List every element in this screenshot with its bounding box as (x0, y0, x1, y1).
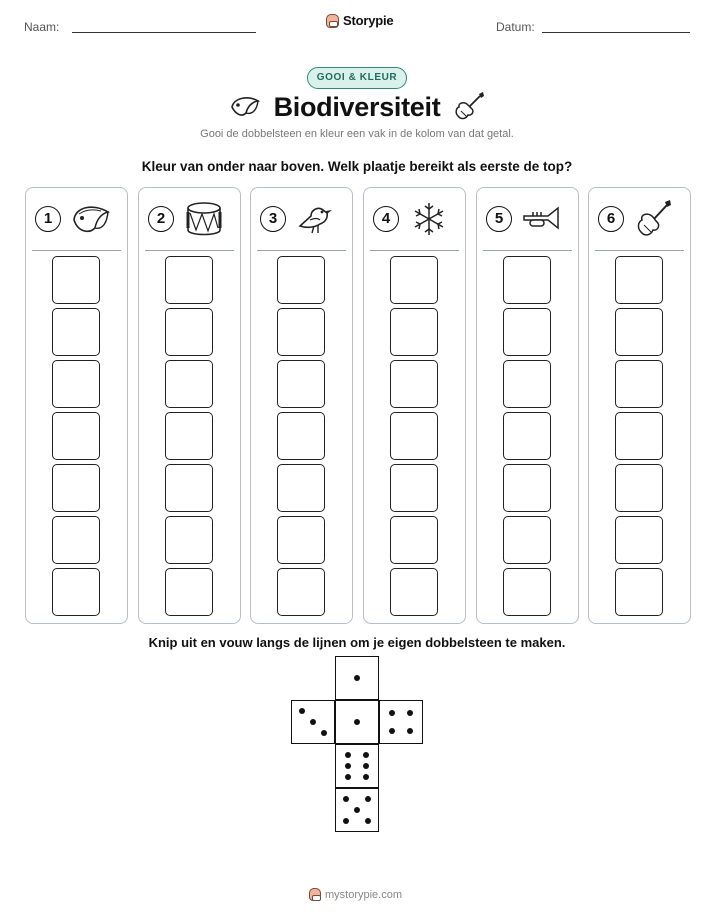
color-box[interactable] (390, 516, 438, 564)
column-number: 3 (260, 206, 286, 232)
pip (407, 710, 413, 716)
violin-icon (452, 90, 486, 124)
page-title: Biodiversiteit (273, 92, 441, 122)
color-box[interactable] (615, 464, 663, 512)
trumpet-icon (522, 200, 562, 238)
instruction: Kleur van onder naar boven. Welk plaatje bereikt als eerste de top? (141, 159, 573, 174)
dice-face-one[interactable] (335, 700, 379, 744)
color-box[interactable] (390, 412, 438, 460)
snowflake-icon (409, 200, 449, 238)
color-box[interactable] (165, 308, 213, 356)
color-box[interactable] (165, 412, 213, 460)
column-number: 2 (148, 206, 174, 232)
pip (363, 774, 369, 780)
color-box[interactable] (277, 516, 325, 564)
column-divider (145, 250, 234, 251)
storypie-mascot-icon (326, 14, 339, 28)
color-box[interactable] (165, 360, 213, 408)
pip (345, 752, 351, 758)
cut-instruction: Knip uit en vouw langs de lijnen om je eigen dobbelsteen te maken. (148, 635, 566, 650)
dice-face-six[interactable] (335, 744, 379, 788)
pip (365, 818, 371, 824)
color-box[interactable] (503, 256, 551, 304)
column-divider (483, 250, 572, 251)
activity-badge: GOOI & KLEUR (307, 67, 407, 89)
color-box[interactable] (52, 516, 100, 564)
color-box[interactable] (390, 256, 438, 304)
column-number: 6 (598, 206, 624, 232)
column-divider (595, 250, 684, 251)
pip (321, 730, 327, 736)
color-box[interactable] (165, 256, 213, 304)
color-box[interactable] (503, 360, 551, 408)
color-box[interactable] (165, 516, 213, 564)
brand-logo (326, 13, 393, 28)
toucan-beak-icon (228, 93, 262, 121)
color-box[interactable] (277, 256, 325, 304)
pip (343, 796, 349, 802)
pip (354, 719, 360, 725)
name-label: Naam: (24, 20, 60, 34)
drum-icon (184, 200, 224, 238)
column-2 (138, 187, 241, 624)
color-box[interactable] (615, 360, 663, 408)
color-box[interactable] (52, 308, 100, 356)
color-box[interactable] (503, 516, 551, 564)
color-box[interactable] (277, 308, 325, 356)
color-box[interactable] (277, 412, 325, 460)
column-6 (588, 187, 691, 624)
footer-url[interactable]: mystorypie.com (325, 888, 403, 901)
color-box[interactable] (52, 360, 100, 408)
color-box[interactable] (503, 464, 551, 512)
color-box[interactable] (503, 308, 551, 356)
pip (299, 708, 305, 714)
color-box[interactable] (615, 412, 663, 460)
pip (363, 752, 369, 758)
pip (389, 710, 395, 716)
color-box[interactable] (615, 308, 663, 356)
color-box[interactable] (52, 412, 100, 460)
color-box[interactable] (277, 568, 325, 616)
pip (365, 796, 371, 802)
pip (389, 728, 395, 734)
column-number: 1 (35, 206, 61, 232)
column-divider (370, 250, 459, 251)
color-box[interactable] (390, 308, 438, 356)
pip (363, 763, 369, 769)
color-box[interactable] (165, 464, 213, 512)
color-box[interactable] (503, 568, 551, 616)
color-box[interactable] (390, 464, 438, 512)
column-divider (32, 250, 121, 251)
pip (354, 807, 360, 813)
bird-icon (296, 200, 336, 238)
color-box[interactable] (615, 256, 663, 304)
dice-face-three[interactable] (291, 700, 335, 744)
column-number: 4 (373, 206, 399, 232)
footer (309, 888, 402, 901)
column-divider (257, 250, 346, 251)
column-3 (250, 187, 353, 624)
toucan-beak-icon (71, 200, 111, 238)
column-5 (476, 187, 579, 624)
storypie-mascot-icon (309, 888, 321, 901)
color-box[interactable] (277, 464, 325, 512)
color-box[interactable] (165, 568, 213, 616)
pip (343, 818, 349, 824)
violin-icon (634, 200, 674, 238)
pip (310, 719, 316, 725)
color-box[interactable] (52, 256, 100, 304)
column-4 (363, 187, 466, 624)
pip (354, 675, 360, 681)
color-box[interactable] (615, 568, 663, 616)
dice-face-five[interactable] (335, 788, 379, 832)
dice-face-four[interactable] (379, 700, 423, 744)
column-number: 5 (486, 206, 512, 232)
color-box[interactable] (390, 360, 438, 408)
color-box[interactable] (52, 568, 100, 616)
date-line[interactable] (542, 32, 690, 33)
name-line[interactable] (72, 32, 256, 33)
color-box[interactable] (52, 464, 100, 512)
color-box[interactable] (615, 516, 663, 564)
subtitle: Gooi de dobbelsteen en kleur een vak in de kolom van dat getal. (200, 128, 514, 140)
pip (345, 774, 351, 780)
color-box[interactable] (277, 360, 325, 408)
color-box[interactable] (503, 412, 551, 460)
dice-face-one[interactable] (335, 656, 379, 700)
date-label: Datum: (496, 20, 535, 34)
column-1 (25, 187, 128, 624)
pip (407, 728, 413, 734)
pip (345, 763, 351, 769)
color-box[interactable] (390, 568, 438, 616)
brand-name: Storypie (343, 13, 394, 28)
